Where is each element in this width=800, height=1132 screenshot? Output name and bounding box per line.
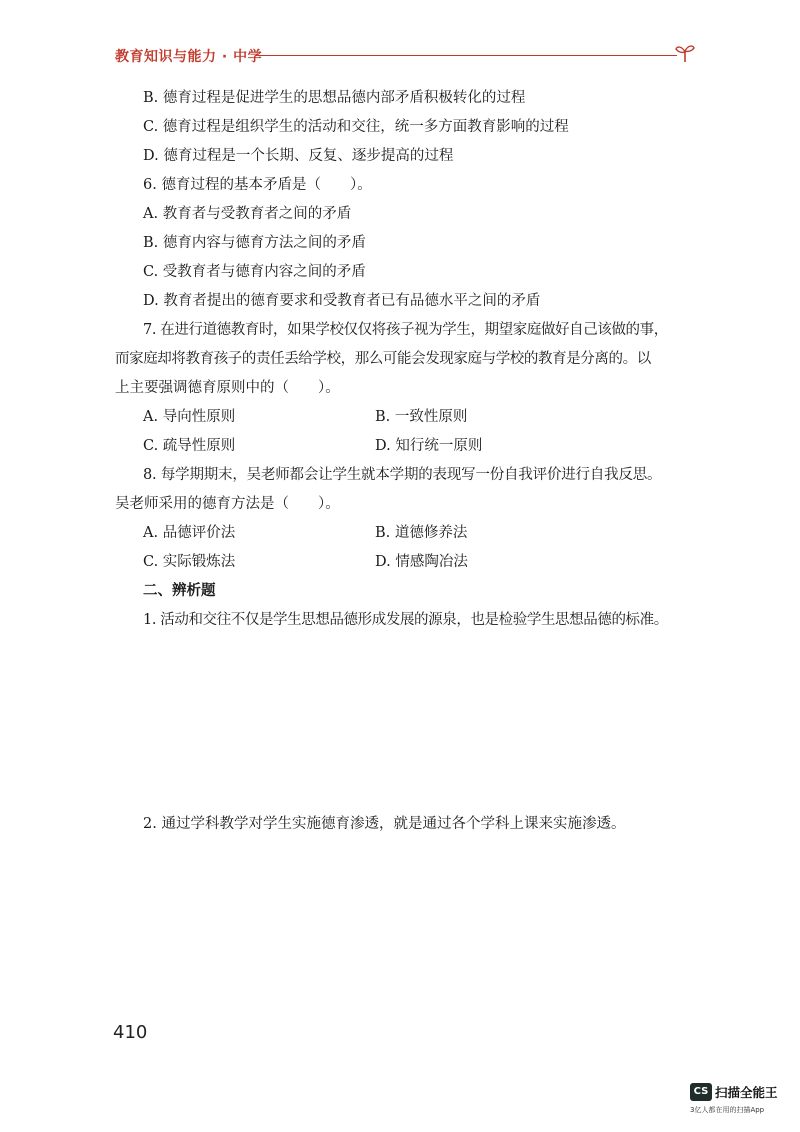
scanner-logo: CS — [690, 1083, 712, 1101]
q7-option-a: A. 导向性原则 — [143, 409, 236, 425]
q6-option-c: C. 受教育者与德育内容之间的矛盾 — [143, 264, 366, 280]
analysis-question-1: 1. 活动和交往不仅是学生思想品德形成发展的源泉，也是检验学生思想品德的标准。 — [143, 612, 668, 628]
q7-stem-line-2: 而家庭却将教育孩子的责任丢给学校，那么可能会发现家庭与学校的教育是分离的。以 — [115, 351, 651, 367]
q7-option-d: D. 知行统一原则 — [375, 438, 483, 454]
q5-option-c: C. 德育过程是组织学生的活动和交往，统一多方面教育影响的过程 — [143, 119, 569, 135]
q8-option-b: B. 道德修养法 — [375, 525, 468, 541]
page-number: 410 — [113, 1022, 148, 1043]
scanner-tagline: 3亿人都在用的扫描App — [690, 1106, 765, 1114]
q7-option-c: C. 疏导性原则 — [143, 438, 236, 454]
scanner-brand: 扫描全能王 — [715, 1085, 778, 1100]
q6-option-b: B. 德育内容与德育方法之间的矛盾 — [143, 235, 366, 251]
q6-stem: 6. 德育过程的基本矛盾是（ ）。 — [143, 177, 372, 193]
q7-option-b: B. 一致性原则 — [375, 409, 468, 425]
q8-option-d: D. 情感陶冶法 — [375, 554, 468, 570]
page-header — [115, 40, 695, 70]
q7-stem-line-3: 上主要强调德育原则中的（ ）。 — [115, 380, 340, 396]
q5-option-b: B. 德育过程是促进学生的思想品德内部矛盾积极转化的过程 — [143, 90, 526, 106]
q8-stem-line-2: 吴老师采用的德育方法是（ ）。 — [115, 496, 340, 512]
book-title: 教育知识与能力 · 中学 — [115, 49, 263, 65]
analysis-question-2: 2. 通过学科教学对学生实施德育渗透，就是通过各个学科上课来实施渗透。 — [143, 816, 626, 832]
section-heading: 二、辨析题 — [143, 583, 216, 599]
q6-option-d: D. 教育者提出的德育要求和受教育者已有品德水平之间的矛盾 — [143, 293, 541, 309]
sprout-icon — [673, 40, 697, 64]
scanner-watermark — [690, 1083, 795, 1123]
q8-option-a: A. 品德评价法 — [143, 525, 236, 541]
header-rule — [255, 55, 677, 56]
q8-option-c: C. 实际锻炼法 — [143, 554, 236, 570]
q8-stem-line-1: 8. 每学期期末，吴老师都会让学生就本学期的表现写一份自我评价进行自我反思。 — [143, 467, 662, 483]
q5-option-d: D. 德育过程是一个长期、反复、逐步提高的过程 — [143, 148, 454, 164]
q6-option-a: A. 教育者与受教育者之间的矛盾 — [143, 206, 352, 222]
q7-stem-line-1: 7. 在进行道德教育时，如果学校仅仅将孩子视为学生，期望家庭做好自己该做的事， — [143, 322, 668, 338]
